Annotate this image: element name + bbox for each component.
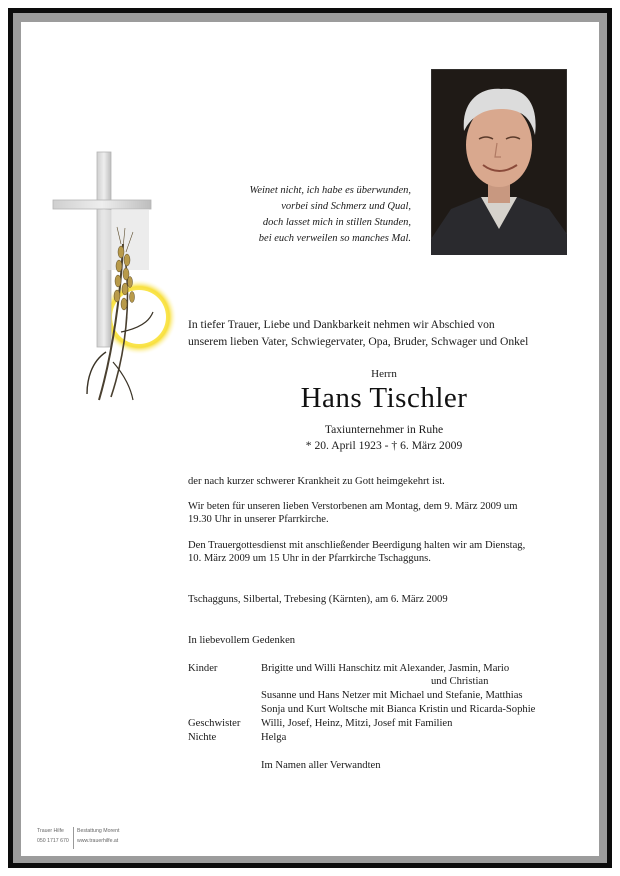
deceased-name: Hans Tischler <box>300 382 468 414</box>
footer-org2: Bestattung Morent <box>77 828 120 834</box>
geschwister-label: Geschwister <box>188 718 241 729</box>
prayer-line-2: 19.30 Uhr in unserer Pfarrkirche. <box>188 513 329 525</box>
footer-org1: Trauer Hilfe <box>37 828 64 834</box>
memory-line: In liebevollem Gedenken <box>188 635 296 646</box>
intro-line-1: In tiefer Trauer, Liebe und Dankbarkeit nehmen wir Abschied von <box>188 318 495 331</box>
cross-with-wheat-icon <box>51 132 181 407</box>
poem-line: vorbei sind Schmerz und Qual, <box>281 201 411 212</box>
closing-line: Im Namen aller Verwandten <box>261 760 381 771</box>
poem-line: bei euch verweilen so manches Mal. <box>258 233 411 244</box>
nichte-entry: Helga <box>261 732 287 743</box>
obituary-page <box>21 22 599 856</box>
poem <box>171 183 411 247</box>
intro-text <box>188 316 528 350</box>
kinder-entry: Sonja und Kurt Woltsche mit Bianca Kristin und Ricarda-Sophie <box>261 704 536 715</box>
portrait-photo <box>431 69 567 255</box>
poem-line: doch lasset mich in stillen Stunden, <box>262 217 411 228</box>
funeral-line-2: 10. März 2009 um 15 Uhr in der Pfarrkirche Tschagguns. <box>188 552 431 564</box>
kinder-entry: Susanne und Hans Netzer mit Michael und Stefanie, Matthias <box>261 690 523 701</box>
kinder-label: Kinder <box>188 663 218 674</box>
kinder-entry: Brigitte und Willi Hanschitz mit Alexander, Jasmin, Mario <box>261 663 510 674</box>
nichte-label: Nichte <box>188 732 217 743</box>
funeral-notice <box>188 540 525 565</box>
prayer-notice <box>188 501 517 526</box>
geschwister-entry: Willi, Josef, Heinz, Mitzi, Josef mit Familien <box>261 718 453 729</box>
salutation: Herrn <box>371 368 397 380</box>
life-dates: * 20. April 1923 - † 6. März 2009 <box>305 439 463 452</box>
footer-divider <box>73 827 74 849</box>
intro-line-2: unserem lieben Vater, Schwiegervater, Opa, Bruder, Schwager und Onkel <box>188 335 529 348</box>
funeral-line-1: Den Trauergottesdienst mit anschließender Beerdigung halten wir am Dienstag, <box>188 540 526 551</box>
death-note: der nach kurzer schwerer Krankheit zu Gott heimgekehrt ist. <box>188 476 445 487</box>
occupation: Taxiunternehmer in Ruhe <box>324 423 444 436</box>
kinder-entry-cont: und Christian <box>431 676 489 687</box>
place-date: Tschagguns, Silbertal, Trebesing (Kärnten), am 6. März 2009 <box>188 594 448 605</box>
prayer-line-1: Wir beten für unseren lieben Verstorbenen am Montag, dem 9. März 2009 um <box>188 501 518 512</box>
poem-line: Weinet nicht, ich habe es überwunden, <box>249 185 411 196</box>
footer-web: www.trauerhilfe.at <box>77 838 119 844</box>
footer-phone: 050 1717 670 <box>37 838 69 844</box>
